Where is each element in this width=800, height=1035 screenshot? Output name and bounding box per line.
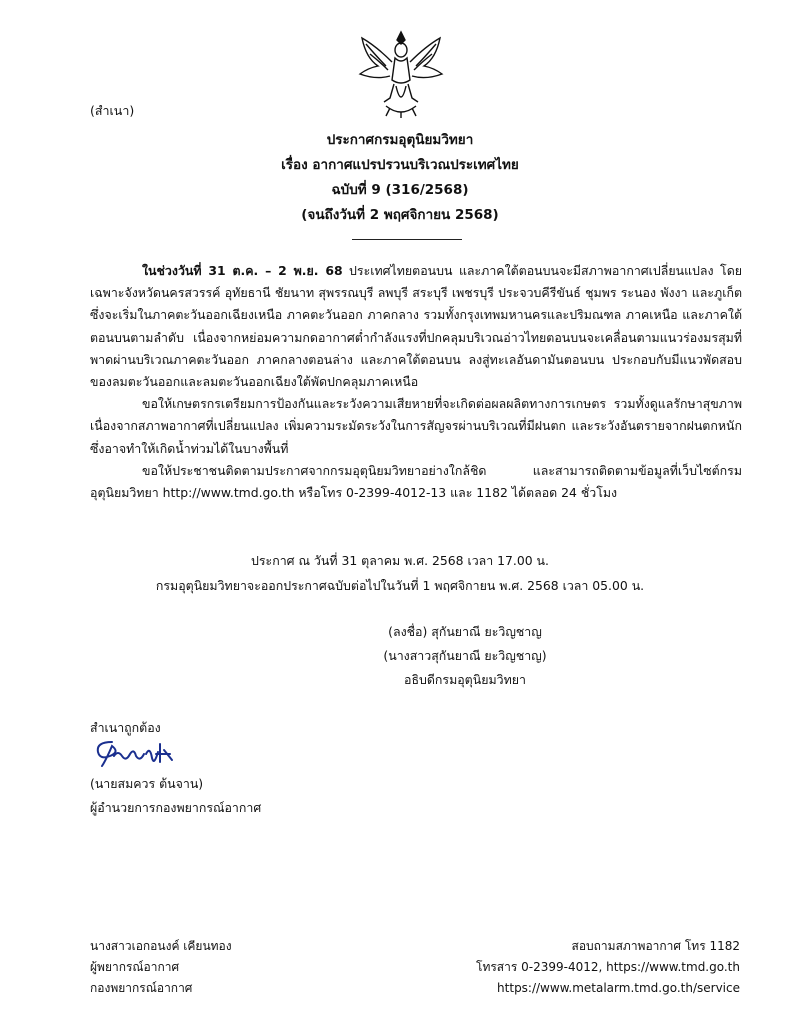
body-paragraph-1-text: ประเทศไทยตอนบน และภาคใต้ตอนบนจะมีสภาพอากาศเปลี่ยนแปลง โดยเฉพาะจังหวัดนครสวรรค์ อุทัยธานี ชัยนาท สุพรรณบุรี ลพบุรี สระบุรี เพชรบุรี ประจวบคีรีขันธ์ ชุมพร ระนอง พังงา และภูเก็ต ซึ่งจะเริ่มในภาคตะวันออกเฉียงเหนือ ภาคตะวันออก ภาคกลาง รวมทั้งกรุงเทพมหานครและปริมณฑล ภาคเหนือ และภาคใต้ตอนบนตามลำดับ เนื่องจากหย่อมความกดอากาศต่ำกำลังแรงที่ปกคลุมบริเวณอ่าวไทยตอนบนจะเคลื่อนตามแนวร่องมรสุมที่พาดผ่านบริเวณภาคตะวันออก ภาคกลางตอนล่าง และภาคใต้ตอนบน ลงสู่ทะเลอันดามันตอนบน ประกอบกับมีแนวพัดสอบของลมตะวันออกและลมตะวันออกเฉียงใต้พัดปกคลุมภาคเหนือ bbox=[90, 263, 743, 390]
announcement-valid-until: (จนถึงวันที่ 2 พฤศจิกายน 2568) bbox=[301, 207, 499, 223]
certifier-position: ผู้อำนวยการกองพยากรณ์อากาศ bbox=[90, 800, 262, 815]
announcement-body bbox=[90, 260, 742, 504]
certifier-block bbox=[90, 772, 261, 820]
announce-date-block bbox=[0, 548, 800, 598]
next-announcement: กรมอุตุนิยมวิทยาจะออกประกาศฉบับต่อไปในวันที่ 1 พฤศจิกายน พ.ศ. 2568 เวลา 05.00 น. bbox=[155, 578, 645, 593]
forecaster-division: กองพยากรณ์อากาศ bbox=[90, 981, 193, 995]
announcement-title-block bbox=[0, 128, 800, 228]
forecaster-name: นางสาวเอกอนงค์ เคียนทอง bbox=[90, 939, 232, 953]
body-paragraph-1 bbox=[90, 260, 742, 393]
contact-phone: สอบถามสภาพอากาศ โทร 1182 bbox=[571, 939, 740, 953]
announce-date: ประกาศ ณ วันที่ 31 ตุลาคม พ.ศ. 2568 เวลา 17.00 น. bbox=[251, 553, 549, 568]
director-position: อธิบดีกรมอุตุนิยมวิทยา bbox=[404, 672, 526, 687]
body-paragraph-3: ขอให้ประชาชนติดตามประกาศจากกรมอุตุนิยมวิทยาอย่างใกล้ชิด และสามารถติดตามข้อมูลที่เว็บไซต์กรมอุตุนิยมวิทยา http://www.tmd.go.th หรือโทร 0-2399-4012-13 และ 1182 ได้ตลอด 24 ชั่วโมง bbox=[90, 462, 742, 501]
period-highlight: ในช่วงวันที่ 31 ต.ค. – 2 พ.ย. 68 bbox=[142, 263, 343, 278]
contact-service-link[interactable]: https://www.metalarm.tmd.go.th/service bbox=[497, 981, 740, 995]
forecaster-info bbox=[90, 936, 232, 999]
copy-label: (สำเนา) bbox=[90, 103, 135, 118]
forecaster-position: ผู้พยากรณ์อากาศ bbox=[90, 960, 180, 974]
title-divider bbox=[352, 239, 462, 240]
announcement-number: ฉบับที่ 9 (316/2568) bbox=[331, 182, 469, 198]
director-name: (นางสาวสุกันยาณี ยะวิญชาญ) bbox=[383, 648, 547, 663]
garuda-emblem-icon bbox=[356, 28, 446, 120]
director-signature-block bbox=[0, 620, 800, 692]
contact-info bbox=[476, 936, 740, 999]
contact-fax-web[interactable]: โทรสาร 0-2399-4012, https://www.tmd.go.th bbox=[476, 960, 740, 974]
certified-copy-label: สำเนาถูกต้อง bbox=[90, 720, 161, 735]
body-paragraph-2: ขอให้เกษตรกรเตรียมการป้องกันและระวังความเสียหายที่จะเกิดต่อผลผลิตทางการเกษตร รวมทั้งดูแลรักษาสุขภาพเนื่องจากสภาพอากาศที่เปลี่ยนแปลง เพิ่มความระมัดระวังในการสัญจรผ่านบริเวณที่มีฝนตก และระวังอันตรายจากฝนตกหนักซึ่งอาจทำให้เกิดน้ำท่วมได้ในบางพื้นที่ bbox=[90, 396, 742, 456]
announcement-title: ประกาศกรมอุตุนิยมวิทยา bbox=[326, 132, 474, 148]
director-signed: (ลงชื่อ) สุกันยาณี ยะวิญชาญ bbox=[388, 624, 542, 639]
handwritten-signature bbox=[90, 736, 180, 770]
announcement-subject: เรื่อง อากาศแปรปรวนบริเวณประเทศไทย bbox=[281, 157, 519, 173]
certifier-name: (นายสมควร ต้นจาน) bbox=[90, 776, 204, 791]
